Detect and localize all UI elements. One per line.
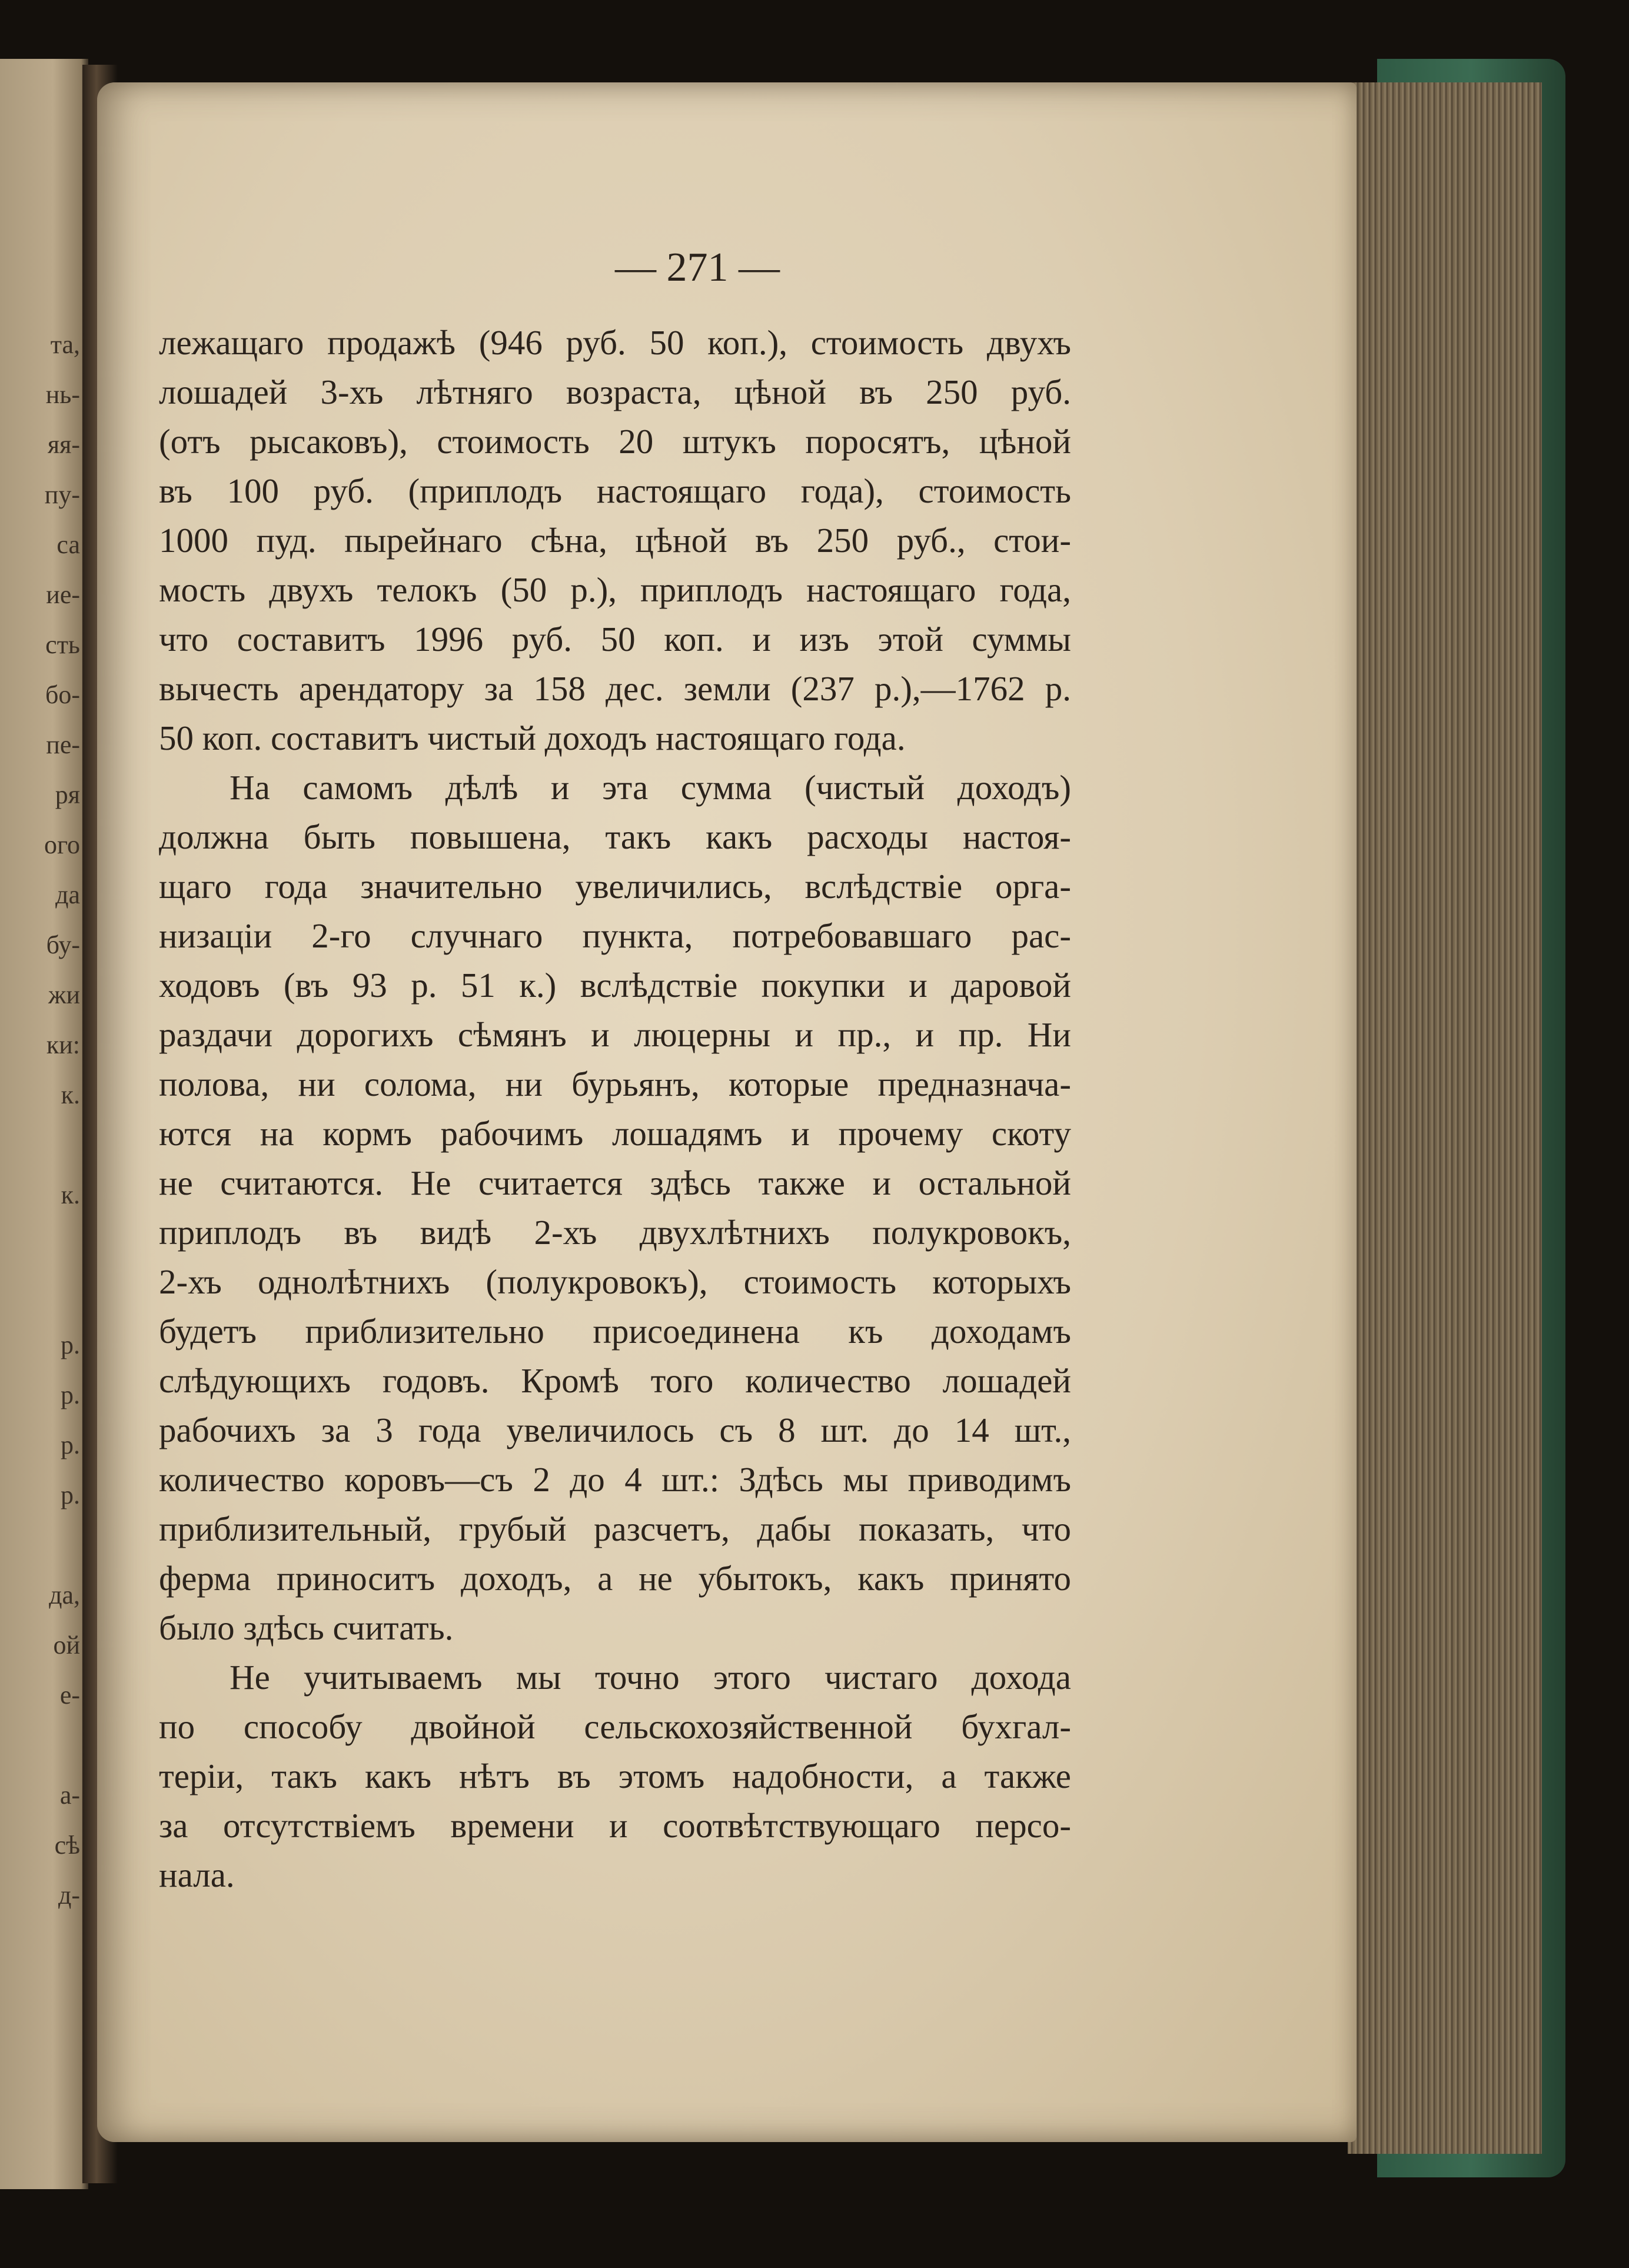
text-line: приблизительный, грубый разсчетъ, дабы показать, что	[159, 1509, 1071, 1548]
text-line: раздачи дорогихъ сѣмянъ и люцерны и пр., и пр. Ни	[159, 1015, 1071, 1054]
text-line: низаціи 2-го случнаго пункта, потребовавшаго рас-	[159, 916, 1071, 955]
book-page	[97, 82, 1357, 2142]
text-line: лошадей 3-хъ лѣтняго возраста, цѣной въ 250 руб.	[159, 373, 1071, 411]
left-fragment: р.	[61, 1331, 80, 1359]
text-line: ются на кормъ рабочимъ лошадямъ и прочему скоту	[159, 1114, 1071, 1153]
text-line: за отсутствіемъ времени и соотвѣтствующаго персо-	[159, 1806, 1071, 1845]
left-fragment: пу-	[44, 480, 80, 509]
text-line: не считаются. Не считается здѣсь также и остальной	[159, 1163, 1071, 1202]
page-number: — 271 —	[615, 245, 780, 290]
left-fragment: ря	[55, 780, 80, 809]
left-fragment: р.	[61, 1381, 80, 1409]
text-line: вычесть арендатору за 158 дес. земли (237 р.),—1762 р.	[159, 669, 1071, 708]
text-line: На самомъ дѣлѣ и эта сумма (чистый доходъ)	[230, 768, 1071, 807]
text-line: рабочихъ за 3 года увеличилось съ 8 шт. до 14 шт.,	[159, 1411, 1071, 1449]
left-fragment: а-	[59, 1781, 80, 1810]
left-fragment: бо-	[45, 680, 80, 709]
text-line: слѣдующихъ годовъ. Кромѣ того количество лошадей	[159, 1361, 1071, 1400]
text-line: щаго года значительно увеличились, вслѣдствіе орга-	[159, 867, 1071, 906]
left-fragment: бу-	[46, 930, 80, 959]
text-line: должна быть повышена, такъ какъ расходы настоя-	[159, 817, 1071, 856]
left-fragment: жи	[48, 980, 80, 1009]
left-fragment: та,	[50, 330, 80, 359]
left-fragment: пе-	[46, 730, 80, 759]
left-fragment: ой	[53, 1631, 80, 1660]
left-fragment: р.	[61, 1481, 80, 1509]
left-fragment: са	[56, 530, 80, 559]
text-line: лежащаго продажѣ (946 руб. 50 коп.), стоимость двухъ	[159, 323, 1071, 362]
left-fragment: ки:	[46, 1030, 80, 1059]
text-line: по способу двойной сельскохозяйственной бухгал-	[159, 1707, 1071, 1746]
text-line: что составитъ 1996 руб. 50 коп. и изъ этой суммы	[159, 620, 1071, 659]
text-line: ферма приноситъ доходъ, а не убытокъ, какъ принято	[159, 1559, 1071, 1598]
page-block-edges	[1348, 82, 1542, 2154]
left-fragment: ого	[44, 830, 80, 859]
left-fragment: е-	[59, 1681, 80, 1710]
text-line: въ 100 руб. (приплодъ настоящаго года), стоимость	[159, 471, 1071, 510]
text-line: ходовъ (въ 93 р. 51 к.) вслѣдствіе покупки и даровой	[159, 966, 1071, 1005]
left-fragment: яя-	[47, 430, 80, 459]
text-line: (отъ рысаковъ), стоимость 20 штукъ поросятъ, цѣной	[159, 422, 1071, 461]
text-line: 1000 пуд. пырейнаго сѣна, цѣной въ 250 руб., стои-	[159, 521, 1071, 560]
text-line: Не учитываемъ мы точно этого чистаго дохода	[230, 1658, 1071, 1697]
text-line: нала.	[159, 1855, 235, 1894]
text-line: теріи, такъ какъ нѣтъ въ этомъ надобности, а также	[159, 1757, 1071, 1795]
left-fragment: р.	[61, 1431, 80, 1459]
left-fragment: нь-	[45, 380, 80, 409]
left-page-edge	[0, 59, 88, 2189]
text-line: полова, ни солома, ни бурьянъ, которые предназнача-	[159, 1065, 1071, 1103]
left-fragment: д-	[58, 1881, 80, 1910]
text-line: будетъ приблизительно присоединена къ доходамъ	[159, 1312, 1071, 1351]
left-fragment: да,	[49, 1581, 80, 1609]
left-fragment: да	[55, 880, 80, 909]
text-line: количество коровъ—съ 2 до 4 шт.: Здѣсь мы приводимъ	[159, 1460, 1071, 1499]
text-line: 2-хъ однолѣтнихъ (полукровокъ), стоимость которыхъ	[159, 1262, 1071, 1301]
left-fragment: ие-	[46, 580, 80, 609]
left-fragment: к.	[61, 1080, 80, 1109]
left-fragment: к.	[61, 1180, 80, 1209]
text-line: приплодъ въ видѣ 2-хъ двухлѣтнихъ полукровокъ,	[159, 1213, 1071, 1252]
text-line: 50 коп. составитъ чистый доходъ настоящаго года.	[159, 719, 906, 757]
left-fragment: сѣ	[54, 1831, 80, 1860]
text-line: мость двухъ телокъ (50 р.), приплодъ настоящаго года,	[159, 570, 1071, 609]
page-body-text	[159, 318, 1071, 1900]
left-fragment: сть	[45, 630, 80, 659]
left-page-text-fragments	[0, 59, 88, 2189]
text-line: было здѣсь считать.	[159, 1608, 454, 1647]
